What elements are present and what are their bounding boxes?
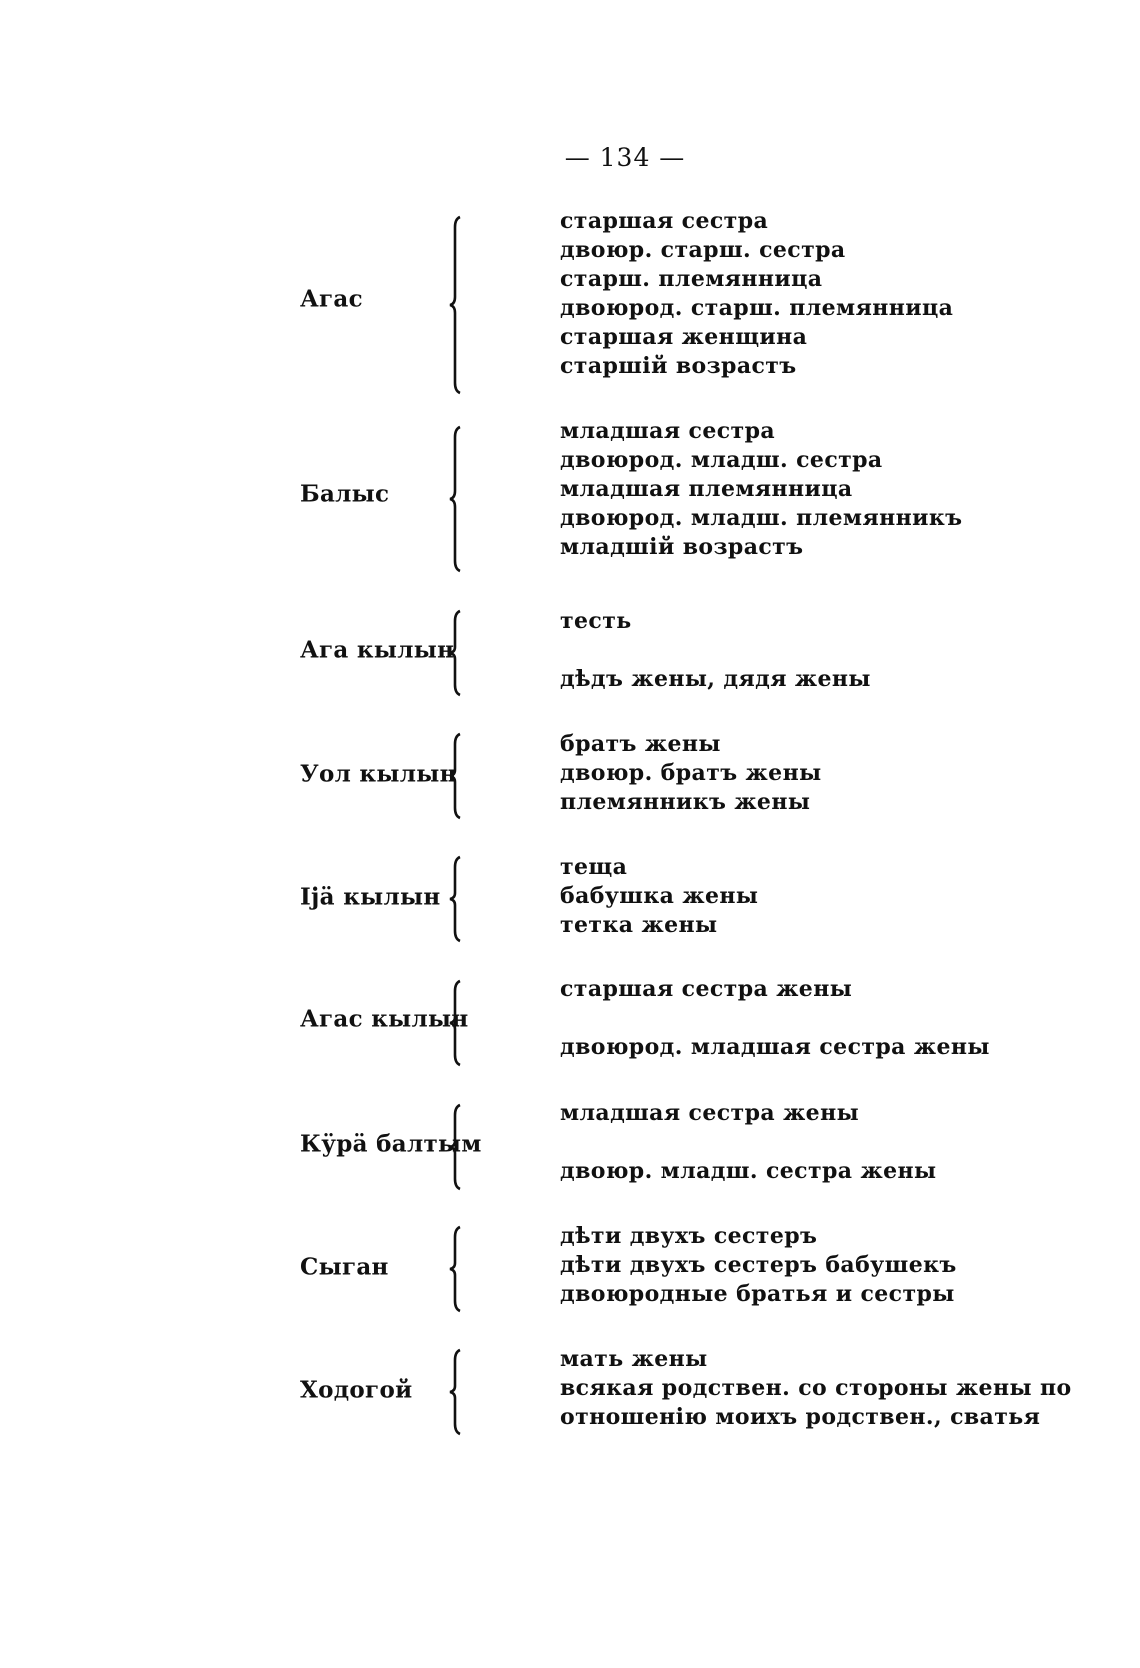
definition: младшая сестра жены (560, 1100, 860, 1126)
definition: двоюрод. младш. племянникъ (560, 505, 963, 531)
definition: двоюр. братъ жены (560, 760, 822, 786)
entry-term: Агас (300, 285, 363, 313)
definition: двоюродные братья и сестры (560, 1281, 955, 1307)
entry-term: Ага кылын (300, 636, 455, 664)
definition-list (560, 853, 758, 940)
definition-list (560, 975, 990, 1062)
brace-icon (446, 855, 468, 943)
definition: двоюр. младш. сестра жены (560, 1158, 937, 1184)
brace-icon (446, 609, 468, 697)
definition-list (560, 607, 871, 694)
entry-term: Ijä кылын (300, 883, 441, 911)
definition: тетка жены (560, 912, 718, 938)
entry-term: Агас кылын (300, 1005, 469, 1033)
entry-term: Кӱрӓ балтым (300, 1130, 482, 1158)
definition: дѣти двухъ сестеръ (560, 1223, 818, 1249)
entry-term: Сыган (300, 1253, 389, 1281)
definition: младшая племянница (560, 476, 853, 502)
definition: младшій возрастъ (560, 534, 804, 560)
definition: отношенію моихъ родствен., сватья (560, 1404, 1041, 1430)
entry-term: Ходогой (300, 1376, 413, 1404)
definition: дѣти двухъ сестеръ бабушекъ (560, 1252, 957, 1278)
definition-list (560, 1222, 957, 1309)
entry-term: Уол кылын (300, 760, 457, 788)
page-number: — 134 — (564, 143, 686, 172)
definition: старшій возрастъ (560, 353, 797, 379)
definition: всякая родствен. со стороны жены по (560, 1375, 1072, 1401)
definition: старшая женщина (560, 324, 808, 350)
definition: двоюрод. младшая сестра жены (560, 1034, 990, 1060)
definition-list (560, 730, 822, 817)
definition: старшая сестра жены (560, 976, 853, 1002)
definition: братъ жены (560, 731, 721, 757)
definition: младшая сестра (560, 418, 776, 444)
brace-icon (446, 1348, 468, 1436)
definition: старш. племянница (560, 266, 823, 292)
brace-icon (446, 425, 468, 573)
brace-icon (446, 1225, 468, 1313)
definition: старшая сестра (560, 208, 769, 234)
definition: дѣдъ жены, дядя жены (560, 666, 871, 692)
definition: теща (560, 854, 628, 880)
definition: племянникъ жены (560, 789, 811, 815)
definition-list (560, 1099, 936, 1186)
brace-icon (446, 732, 468, 820)
definition: бабушка жены (560, 883, 759, 909)
definition: тесть (560, 608, 632, 634)
definition: двоюр. старш. сестра (560, 237, 846, 263)
entry-term: Балыс (300, 480, 390, 508)
brace-icon (446, 979, 468, 1067)
brace-icon (446, 1103, 468, 1191)
definition-list (560, 1345, 1072, 1432)
definition-list (560, 207, 953, 381)
definition: двоюрод. младш. сестра (560, 447, 883, 473)
brace-icon (446, 215, 468, 395)
definition: двоюрод. старш. племянница (560, 295, 954, 321)
definition: мать жены (560, 1346, 708, 1372)
definition-list (560, 417, 962, 562)
